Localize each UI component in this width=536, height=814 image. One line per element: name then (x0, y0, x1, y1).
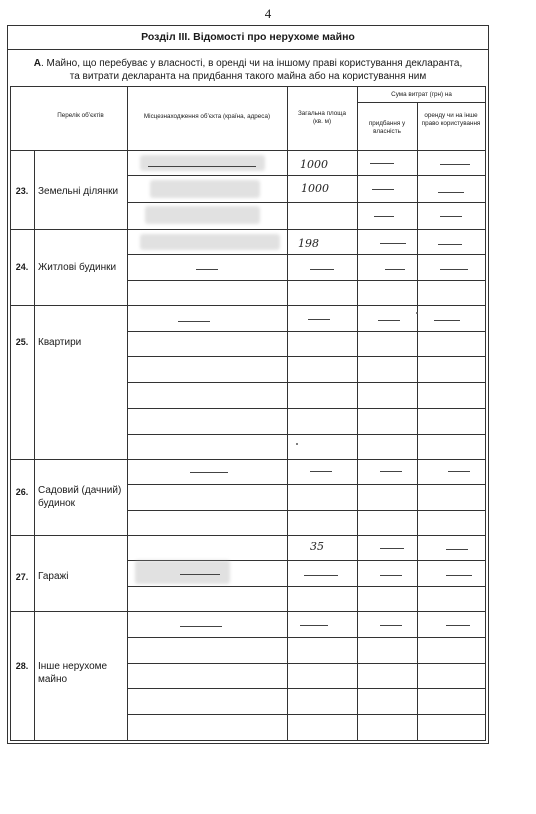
col-divider-costs (417, 102, 418, 740)
hand-dash (372, 189, 394, 190)
row-label: Квартири (38, 337, 82, 348)
table-right-border (485, 86, 486, 740)
row-number: 23. (15, 186, 29, 196)
hand-dash (440, 216, 462, 217)
subsection-a-letter: А (33, 58, 41, 69)
col-divider-location (287, 86, 288, 740)
ink-dot (416, 312, 418, 314)
header-bottom-border (10, 150, 486, 151)
hand-dash (380, 575, 402, 576)
hand-dash (178, 321, 210, 322)
sub-row-line (127, 280, 485, 281)
row-number: 28. (15, 661, 29, 671)
hand-dash (380, 625, 402, 626)
sub-row-line (127, 663, 485, 664)
hand-dash (446, 549, 468, 550)
hand-dash (180, 626, 222, 627)
redacted-address (140, 234, 280, 250)
table-top-border (10, 86, 486, 87)
header-location: Місцезнаходження об’єкта (країна, адреса) (143, 113, 271, 120)
hand-dash (180, 574, 220, 575)
hand-dash (190, 472, 228, 473)
sub-row-line (127, 254, 485, 255)
hand-dash (380, 548, 404, 549)
row-label: Інше нерухоме майно (38, 661, 108, 685)
hand-dash (440, 269, 468, 270)
table-left-border (10, 86, 11, 740)
redacted-address (145, 206, 260, 224)
row-number: 24. (15, 262, 29, 272)
hand-dash (308, 319, 330, 320)
row-separator (10, 459, 486, 460)
row-label: Земельні ділянки (38, 186, 119, 197)
page-number: 4 (264, 6, 272, 21)
row-number: 26. (15, 487, 29, 497)
handwritten-area: 35 (310, 540, 324, 553)
sub-row-line (127, 202, 485, 203)
hand-dash (380, 243, 406, 244)
hand-dash (300, 625, 328, 626)
row-separator (10, 305, 486, 306)
header-rent: оренду чи на інше право користування (421, 112, 481, 127)
sub-row-line (127, 510, 485, 511)
hand-dash (446, 625, 470, 626)
col-divider-area (357, 86, 358, 740)
redacted-address (135, 560, 230, 584)
hand-dash (374, 216, 394, 217)
header-costs-divider (357, 102, 485, 103)
hand-dash (378, 320, 400, 321)
hand-dash (438, 244, 462, 245)
redacted-address (150, 180, 260, 198)
sub-row-line (127, 408, 485, 409)
sub-row-line (127, 688, 485, 689)
header-objects: Перелік об’єктів (57, 112, 104, 119)
row-number: 27. (15, 572, 29, 582)
sub-row-line (127, 484, 485, 485)
hand-dash (385, 269, 405, 270)
hand-dash (370, 163, 394, 164)
sub-row-line (127, 434, 485, 435)
subsection-a-text1: . Майно, що перебуває у власності, в оренді чи на іншому праві користування декларанта, (41, 58, 463, 69)
subsection-a-line1 (10, 58, 486, 70)
sub-row-line (127, 175, 485, 176)
row-separator (10, 229, 486, 230)
hand-dash (438, 192, 464, 193)
handwritten-area: 1000 (301, 182, 329, 195)
hand-dash (148, 166, 256, 167)
hand-dash (440, 164, 470, 165)
hand-dash (446, 575, 472, 576)
hand-dash (448, 471, 470, 472)
row-separator (10, 611, 486, 612)
handwritten-area: 198 (298, 237, 319, 250)
header-area: Загальна площа (кв. м) (298, 110, 346, 125)
redacted-address (140, 155, 265, 171)
hand-dash (380, 471, 402, 472)
sub-row-line (127, 637, 485, 638)
col-divider-objects (127, 86, 128, 740)
table-bottom-border (10, 740, 486, 741)
hand-dash (310, 471, 332, 472)
sub-row-line (127, 586, 485, 587)
ink-dot (296, 443, 298, 445)
row-label: Житлові будинки (38, 262, 117, 273)
title-divider (7, 49, 489, 50)
sub-row-line (127, 714, 485, 715)
sub-row-line (127, 356, 485, 357)
col-divider-num (34, 150, 35, 740)
header-costs: Сума витрат (грн) на (391, 91, 452, 98)
row-label: Гаражі (38, 571, 69, 582)
subsection-a-line2: та витрати декларанта на придбання такого майна або на користування ним (69, 71, 427, 82)
hand-dash (434, 320, 460, 321)
hand-dash (196, 269, 218, 270)
hand-dash (304, 575, 338, 576)
section-title: Розділ ІІІ. Відомості про нерухоме майно (141, 31, 355, 43)
row-number: 25. (15, 337, 29, 347)
sub-row-line (127, 382, 485, 383)
handwritten-area: 1000 (300, 158, 328, 171)
row-separator (10, 535, 486, 536)
row-label: Садовий (дачний) будинок (38, 485, 122, 509)
sub-row-line (127, 331, 485, 332)
header-purchase: придбання у власність (368, 120, 406, 135)
hand-dash (310, 269, 334, 270)
